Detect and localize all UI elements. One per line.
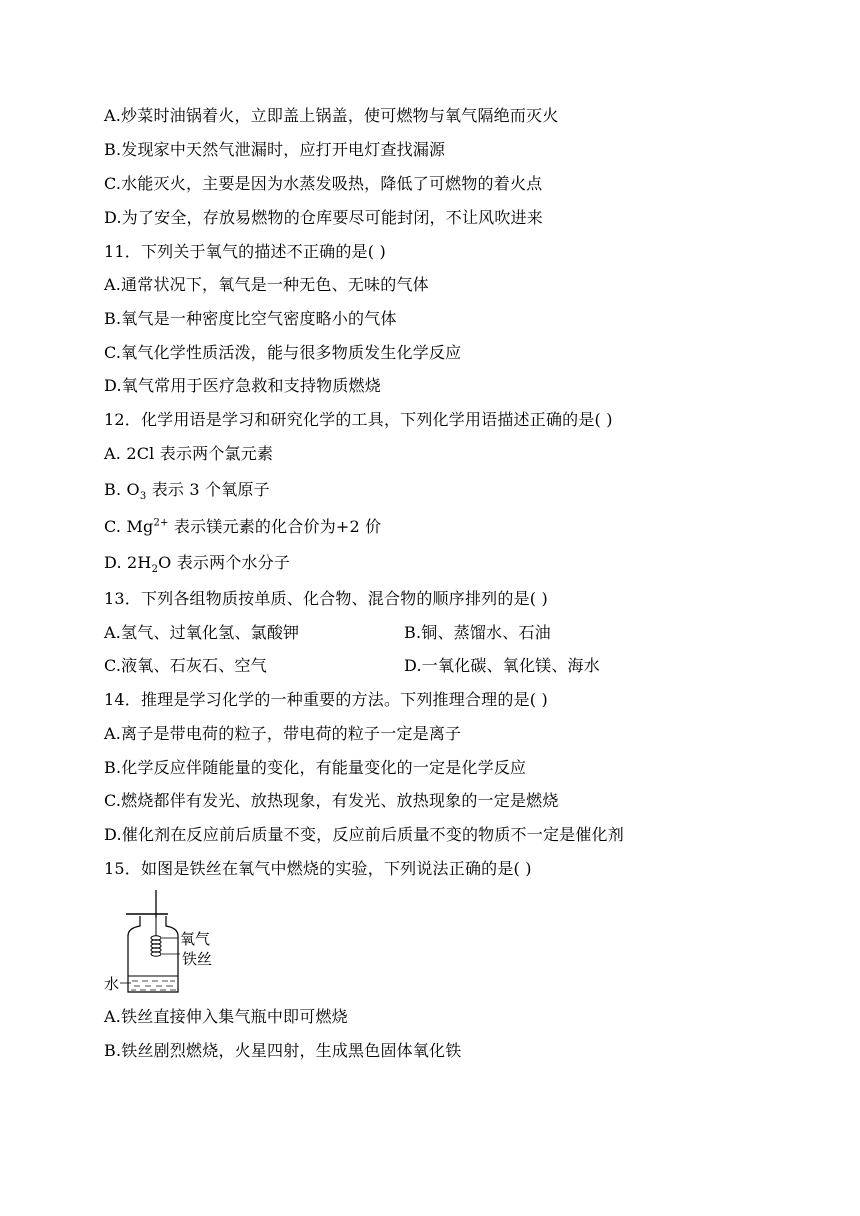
q14-option-b: B.化学反应伴随能量的变化，有能量变化的一定是化学反应 (104, 758, 527, 777)
q15-option-b: B.铁丝剧烈燃烧，火星四射，生成黑色固体氧化铁 (104, 1041, 462, 1060)
q11-option-d: D.氧气常用于医疗急救和支持物质燃烧 (104, 376, 381, 395)
q12-option-b-suffix: 表示 3 个氧原子 (146, 480, 270, 499)
q10-option-a: A.炒菜时油锅着火，立即盖上锅盖，使可燃物与氧气隔绝而灭火 (104, 106, 559, 125)
q12-option-d-suffix: O 表示两个水分子 (158, 553, 291, 572)
q12-stem: 12．化学用语是学习和研究化学的工具，下列化学用语描述正确的是( ) (104, 410, 613, 429)
q12-option-c (104, 517, 381, 537)
q14-stem: 14．推理是学习化学的一种重要的方法。下列推理合理的是( ) (104, 690, 548, 709)
q15-stem: 15．如图是铁丝在氧气中燃烧的实验，下列说法正确的是( ) (104, 859, 532, 878)
iron-burning-apparatus-figure (100, 888, 230, 998)
q12-option-c-prefix: C. Mg (104, 517, 154, 536)
q12-option-b-sub: 3 (139, 491, 147, 503)
iron-wire-coil (151, 918, 161, 956)
q12-option-a: A. 2Cl 表示两个氯元素 (104, 444, 274, 463)
q10-option-c: C.水能灭火，主要是因为水蒸发吸热，降低了可燃物的着火点 (104, 174, 543, 193)
q12-option-d-sub: 2 (151, 564, 159, 576)
q13-option-c: C.液氧、石灰石、空气 (104, 656, 267, 675)
q12-option-b (104, 480, 270, 503)
q10-option-d: D.为了安全，存放易燃物的仓库要尽可能封闭，不让风吹进来 (104, 208, 543, 227)
q12-option-b-prefix: B. O (104, 480, 140, 499)
q13-option-b: B.铜、蒸馏水、石油 (404, 623, 551, 642)
q12-option-c-suffix: 表示镁元素的化合价为+2 价 (168, 517, 382, 536)
water-label: 水 (104, 975, 120, 993)
q12-option-d-prefix: D. 2H (104, 553, 152, 572)
oxygen-label: 氧气 (180, 930, 211, 948)
q13-row-1 (104, 623, 551, 643)
q11-stem: 11．下列关于氧气的描述不正确的是( ) (104, 242, 386, 261)
iron-wire-label: 铁丝 (182, 950, 213, 968)
q11-option-a: A.通常状况下，氧气是一种无色、无味的气体 (104, 275, 429, 294)
q11-option-c: C.氧气化学性质活泼，能与很多物质发生化学反应 (104, 343, 462, 362)
q10-option-b: B.发现家中天然气泄漏时，应打开电灯查找漏源 (104, 140, 446, 159)
q12-option-c-sup: 2+ (153, 517, 169, 529)
q13-stem: 13．下列各组物质按单质、化合物、混合物的顺序排列的是( ) (104, 589, 548, 608)
q11-option-b: B.氧气是一种密度比空气密度略小的气体 (104, 309, 397, 328)
q15-option-a: A.铁丝直接伸入集气瓶中即可燃烧 (104, 1007, 348, 1026)
q14-option-d: D.催化剂在反应前后质量不变，反应前后质量不变的物质不一定是催化剂 (104, 825, 624, 844)
q14-option-c: C.燃烧都伴有发光、放热现象，有发光、放热现象的一定是燃烧 (104, 791, 559, 810)
q13-row-2 (104, 656, 600, 676)
q13-option-d: D.一氧化碳、氧化镁、海水 (404, 656, 600, 675)
q14-option-a: A.离子是带电荷的粒子，带电荷的粒子一定是离子 (104, 724, 462, 743)
q12-option-d (104, 553, 291, 576)
water-hatching (131, 981, 176, 990)
q13-option-a: A.氢气、过氧化氢、氯酸钾 (104, 623, 300, 642)
